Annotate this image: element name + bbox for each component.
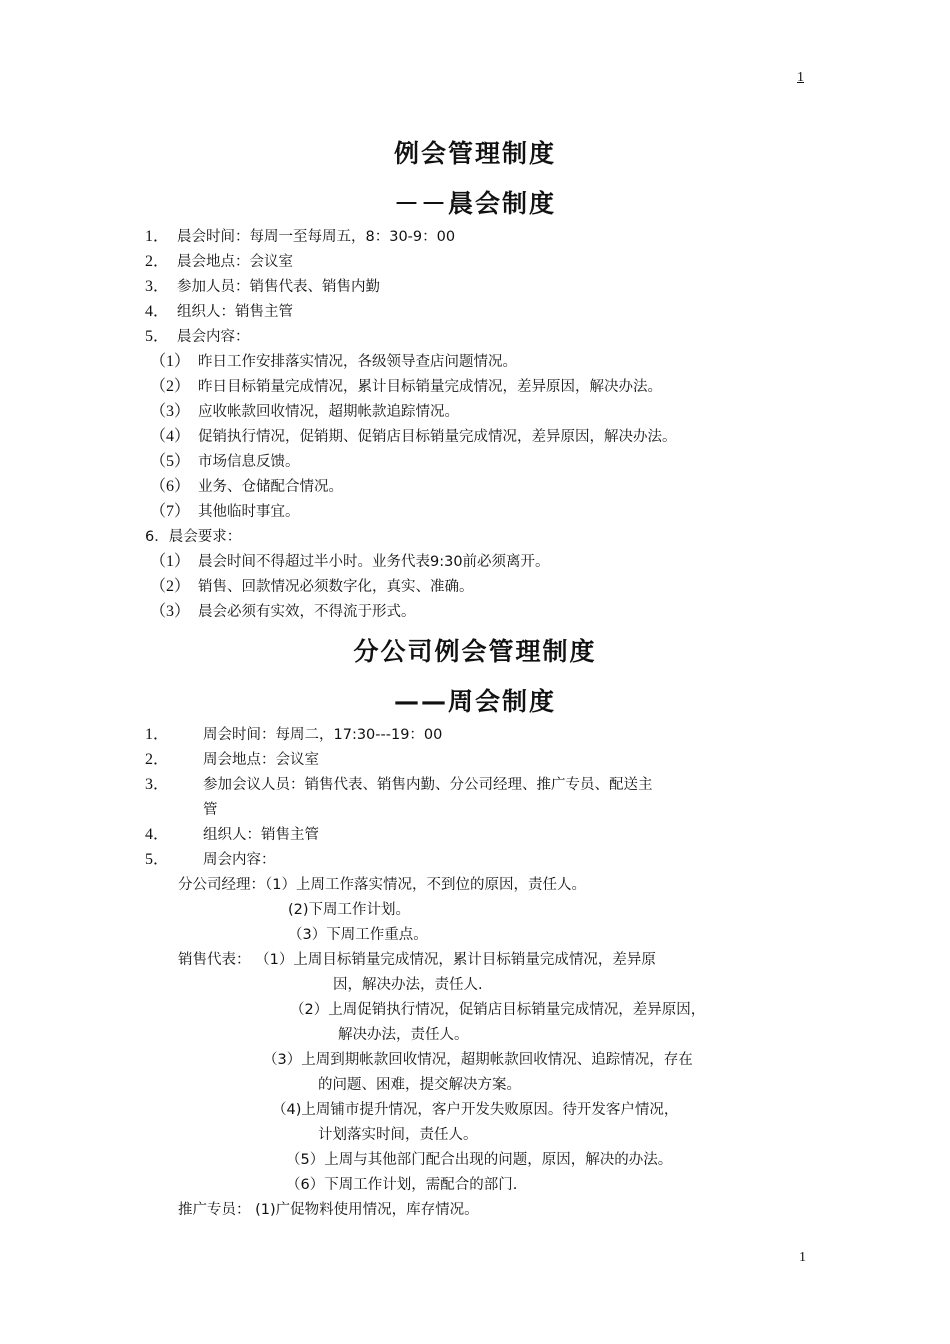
list-item: 5． 周会内容： xyxy=(145,851,276,868)
sales-line: （4)上周铺市提升情况，客户开发失败原因。待开发客户情况， xyxy=(272,1102,679,1118)
requirement-item: （2） 销售、回款情况必须数字化，真实、准确。 xyxy=(150,578,474,595)
section2-subtitle: ——周会制度 xyxy=(393,687,556,716)
sales-line: （3）上周到期帐款回收情况，超期帐款回收情况、追踪情况，存在 xyxy=(263,1052,693,1068)
list-item: 4． 组织人：销售主管 xyxy=(145,303,293,320)
manager-line: (2)下周工作计划。 xyxy=(288,902,411,918)
content-item: （5） 市场信息反馈。 xyxy=(150,453,300,470)
content-item: （4） 促销执行情况，促销期、促销店目标销量完成情况，差异原因，解决办法。 xyxy=(150,428,677,445)
list-item: 1． 晨会时间：每周一至每周五，8：30-9：00 xyxy=(145,228,456,245)
list-item: 5． 晨会内容： xyxy=(145,328,250,345)
list-item: 4． 组织人：销售主管 xyxy=(145,826,319,843)
page-number-top: 1 xyxy=(797,70,804,85)
manager-line: 分公司经理：（1）上周工作落实情况，不到位的原因，责任人。 xyxy=(178,877,586,893)
section1-subtitle: －－晨会制度 xyxy=(393,189,556,218)
sales-line: （2）上周促销执行情况，促销店目标销量完成情况，差异原因， xyxy=(290,1002,706,1018)
list-item: 3． 参加人员：销售代表、销售内勤 xyxy=(145,278,380,295)
requirement-item: （3） 晨会必须有实效，不得流于形式。 xyxy=(150,603,416,620)
manager-line: （3）下周工作重点。 xyxy=(288,927,428,943)
sales-line: 因，解决办法，责任人. xyxy=(333,977,483,993)
content-item: （3） 应收帐款回收情况，超期帐款追踪情况。 xyxy=(150,403,459,420)
list-item: 1． 周会时间：每周二，17:30---19：00 xyxy=(145,726,443,743)
sales-line: 计划落实时间，责任人。 xyxy=(318,1127,478,1143)
list-item: 2． 晨会地点：会议室 xyxy=(145,253,293,270)
content-item: （6） 业务、仓储配合情况。 xyxy=(150,478,343,495)
sales-line: （6）下周工作计划，需配合的部门. xyxy=(286,1177,518,1193)
sales-line: （5）上周与其他部门配合出现的问题，原因，解决的办法。 xyxy=(286,1152,673,1168)
section1-title: 例会管理制度 xyxy=(393,139,556,168)
content-item: （1） 昨日工作安排落实情况，各级领导查店问题情况。 xyxy=(150,353,517,370)
list-item-continuation: 管 xyxy=(203,802,218,818)
requirements-heading: 6．晨会要求： xyxy=(145,529,242,545)
promo-line: 推广专员： (1)广促物料使用情况，库存情况。 xyxy=(178,1202,479,1218)
list-item: 3． 参加会议人员：销售代表、销售内勤、分公司经理、推广专员、配送主 xyxy=(145,776,653,793)
sales-line: 的问题、困难，提交解决方案。 xyxy=(318,1077,521,1093)
requirement-item: （1） 晨会时间不得超过半小时。业务代表9:30前必须离开。 xyxy=(150,553,550,570)
sales-line: 解决办法，责任人。 xyxy=(338,1027,469,1043)
section2-title: 分公司例会管理制度 xyxy=(353,637,597,666)
page-number-bottom: 1 xyxy=(799,1250,806,1265)
content-item: （7） 其他临时事宜。 xyxy=(150,503,300,520)
list-item: 2． 周会地点：会议室 xyxy=(145,751,319,768)
content-item: （2） 昨日目标销量完成情况，累计目标销量完成情况，差异原因，解决办法。 xyxy=(150,378,662,395)
sales-line: 销售代表： （1）上周目标销量完成情况，累计目标销量完成情况，差异原 xyxy=(178,952,656,968)
